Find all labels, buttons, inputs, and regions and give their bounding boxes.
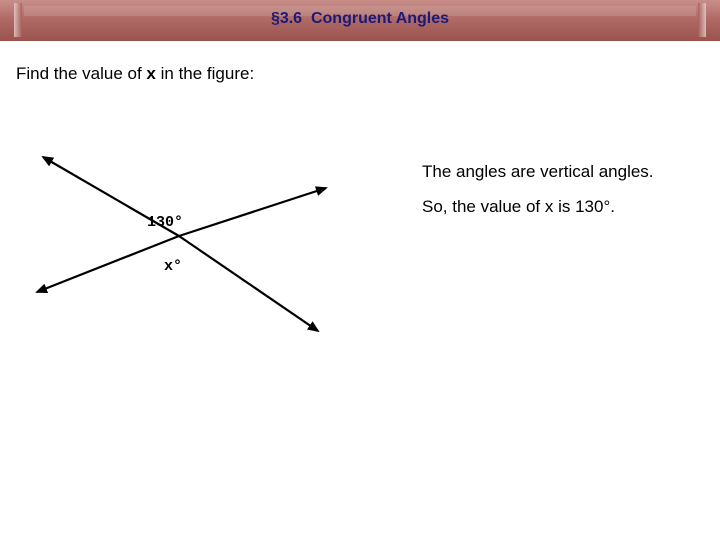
line-b-arrow <box>179 188 326 236</box>
line-a-arrow-lower <box>179 236 318 331</box>
explanation-line-1: The angles are vertical angles. <box>422 162 654 181</box>
angle-label-x: x° <box>164 258 183 275</box>
question-suffix: in the figure: <box>155 64 255 83</box>
question-variable: x <box>146 64 156 83</box>
angle-label-130: 130° <box>147 214 184 231</box>
slide-title: §3.6 Congruent Angles <box>270 10 450 27</box>
question-prefix: Find the value of <box>16 64 147 83</box>
explanation-line-2: So, the value of x is 130°. <box>422 197 615 216</box>
line-b-arrow-left <box>37 236 179 292</box>
